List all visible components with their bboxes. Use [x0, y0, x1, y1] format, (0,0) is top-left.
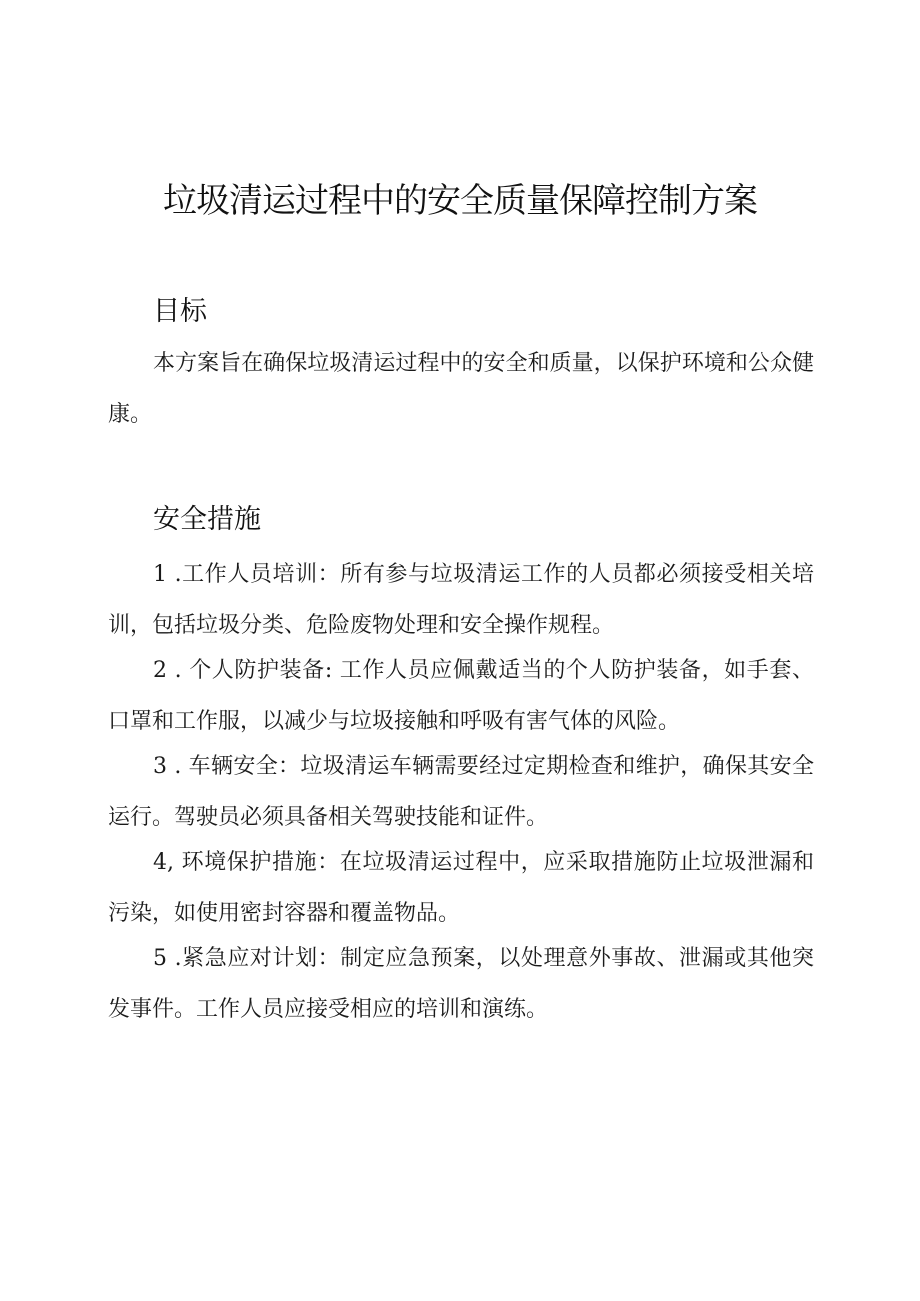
section-heading-safety-measures: 安全措施: [153, 504, 261, 535]
safety-item-vehicle-safety: 3 . 车辆安全：垃圾清运车辆需要经过定期检查和维护，确保其安全运行。驾驶员必须具备相关驾驶技能和证件。: [108, 754, 814, 830]
safety-item-emergency-plan: 5 .紧急应对计划：制定应急预案，以处理意外事故、泄漏或其他突发事件。工作人员应接受相应的培训和演练。: [108, 946, 814, 1022]
safety-item-environmental-protection: 4, 环境保护措施：在垃圾清运过程中，应采取措施防止垃圾泄漏和污染，如使用密封容器和覆盖物品。: [108, 850, 814, 926]
section-heading-goal: 目标: [153, 296, 207, 327]
document-title: 垃圾清运过程中的安全质量保障控制方案: [163, 181, 757, 221]
safety-item-protective-equipment: 2 . 个人防护装备: 工作人员应佩戴适当的个人防护装备，如手套、口罩和工作服，以减少与垃圾接触和呼吸有害气体的风险。: [108, 658, 814, 734]
goal-paragraph: 本方案旨在确保垃圾清运过程中的安全和质量，以保护环境和公众健康。: [108, 351, 814, 427]
safety-item-staff-training: 1 .工作人员培训：所有参与垃圾清运工作的人员都必须接受相关培训，包括垃圾分类、危险废物处理和安全操作规程。: [108, 562, 814, 638]
